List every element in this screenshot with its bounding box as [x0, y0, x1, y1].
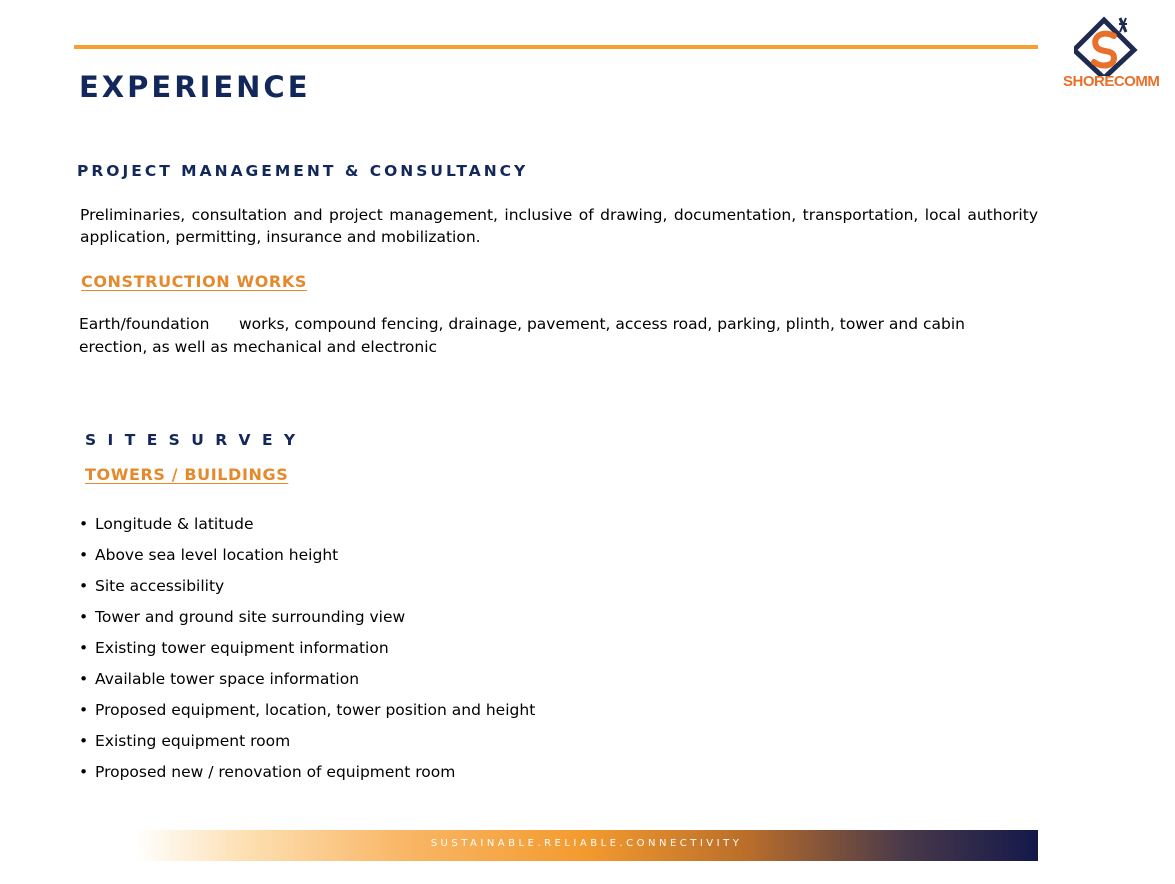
construction-text-line1: Earth/foundation works, compound fencing, drainage, pavement, access road, parking, plinth, tower and cabin: [79, 315, 965, 333]
top-orange-rule: [74, 45, 1038, 49]
list-item: • Existing tower equipment information: [79, 639, 389, 657]
list-item: • Above sea level location height: [79, 546, 339, 564]
bullet-icon: •: [79, 515, 89, 533]
list-item: • Tower and ground site surrounding view: [79, 608, 406, 626]
site-survey-list: [79, 513, 535, 792]
bullet-icon: •: [79, 639, 89, 657]
shorecomm-logo: [1062, 16, 1175, 96]
construction-text-line2: erection, as well as mechanical and electronic: [79, 338, 438, 356]
footer-gradient-bar: [135, 830, 1038, 861]
bullet-icon: •: [79, 701, 89, 719]
page-title: EXPERIENCE: [79, 70, 311, 104]
bullet-icon: •: [79, 732, 89, 750]
towers-buildings-heading: TOWERS / BUILDINGS: [85, 465, 289, 484]
bullet-icon: •: [79, 670, 89, 688]
bullet-icon: •: [79, 763, 89, 781]
bullet-icon: •: [79, 577, 89, 595]
site-survey-heading: S I T E S U R V E Y: [85, 431, 299, 449]
project-management-text: Preliminaries, consultation and project management, inclusive of drawing, documentation, transportation, local authority application, permitting, insurance and mobilization.: [80, 206, 1038, 246]
list-item: • Proposed equipment, location, tower position and height: [79, 701, 536, 719]
footer-tagline: SUSTAINABLE.RELIABLE.CONNECTIVITY: [430, 838, 743, 849]
list-item: • Available tower space information: [79, 670, 360, 688]
project-management-heading: PROJECT MANAGEMENT & CONSULTANCY: [77, 162, 529, 180]
construction-heading: CONSTRUCTION WORKS: [81, 272, 307, 291]
logo-wordmark: SHORECOMM: [1063, 73, 1160, 90]
list-item: • Site accessibility: [79, 577, 225, 595]
list-item: • Existing equipment room: [79, 732, 291, 750]
list-item: • Proposed new / renovation of equipment room: [79, 763, 456, 781]
shorecomm-diamond-icon: [1074, 16, 1142, 76]
list-item: • Longitude & latitude: [79, 515, 254, 533]
bullet-icon: •: [79, 608, 89, 626]
bullet-icon: •: [79, 546, 89, 564]
